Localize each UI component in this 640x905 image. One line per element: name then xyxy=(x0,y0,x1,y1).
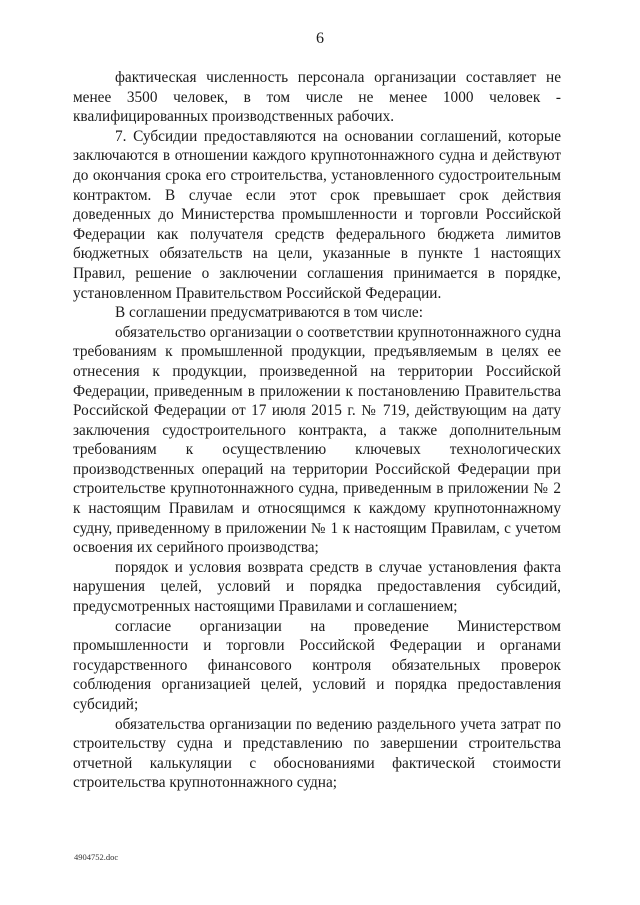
paragraph-agreement-intro: В соглашении предусматриваются в том числе: xyxy=(115,304,423,322)
paragraph-separate-accounting: обязательства организации по ведению раздельного учета затрат по строительству судна и представлению по завершении строительства отчетной калькуляции с обоснованиями фактической стоимости строительства крупнотоннажного судна; xyxy=(73,715,561,792)
paragraph-obligation-compliance: обязательство организации о соответствии крупнотоннажного судна требованиям к промышленной продукции, предъявляемым в целях ее отнесения к продукции, произведенной на территории Российской Федерации, приведенным в приложении к постановлению Правительства Российской Федерации от 17 июля 2015 г. № 719, действующим на дату заключения судостроительного контракта, а также дополнительным требованиям к осуществлению ключевых технологических производственных операций на территории Российской Федерации при строительстве крупнотоннажного судна, приведенным в приложении № 2 к настоящим Правилам и относящимся к каждому крупнотоннажному судну, приведенному в приложении № 1 к настоящим Правилам, с учетом освоения их серийного производства; xyxy=(73,323,561,557)
paragraph-refund-procedure: порядок и условия возврата средств в случае установления факта нарушения целей, условий и порядка предоставления субсидий, предусмотренных настоящими Правилами и соглашением; xyxy=(73,558,561,616)
paragraph-inspection-consent: согласие организации на проведение Министерством промышленности и торговли Российской Федерации и органами государственного финансового контроля обязательных проверок соблюдения организацией целей, условий и порядка предоставления субсидий; xyxy=(73,617,561,713)
document-filename: 4904752.doc xyxy=(74,852,119,862)
paragraph-item-7: 7. Субсидии предоставляются на основании соглашений, которые заключаются в отношении каждого крупнотоннажного судна и действуют до окончания срока его строительства, установленного судостроительным контрактом. В случае если этот срок превышает срок действия доведенных до Министерства промышленности и торговли Российской Федерации как получателя средств федерального бюджета лимитов бюджетных обязательств на цели, указанные в пункте 1 настоящих Правил, решение о заключении соглашения принимается в порядке, установленном Правительством Российской Федерации. xyxy=(73,127,561,302)
document-body xyxy=(73,68,561,793)
paragraph-workforce: фактическая численность персонала организации составляет не менее 3500 человек, в том числе не менее 1000 человек - квалифицированных производственных рабочих. xyxy=(73,69,561,126)
page-number: 6 xyxy=(316,30,324,47)
